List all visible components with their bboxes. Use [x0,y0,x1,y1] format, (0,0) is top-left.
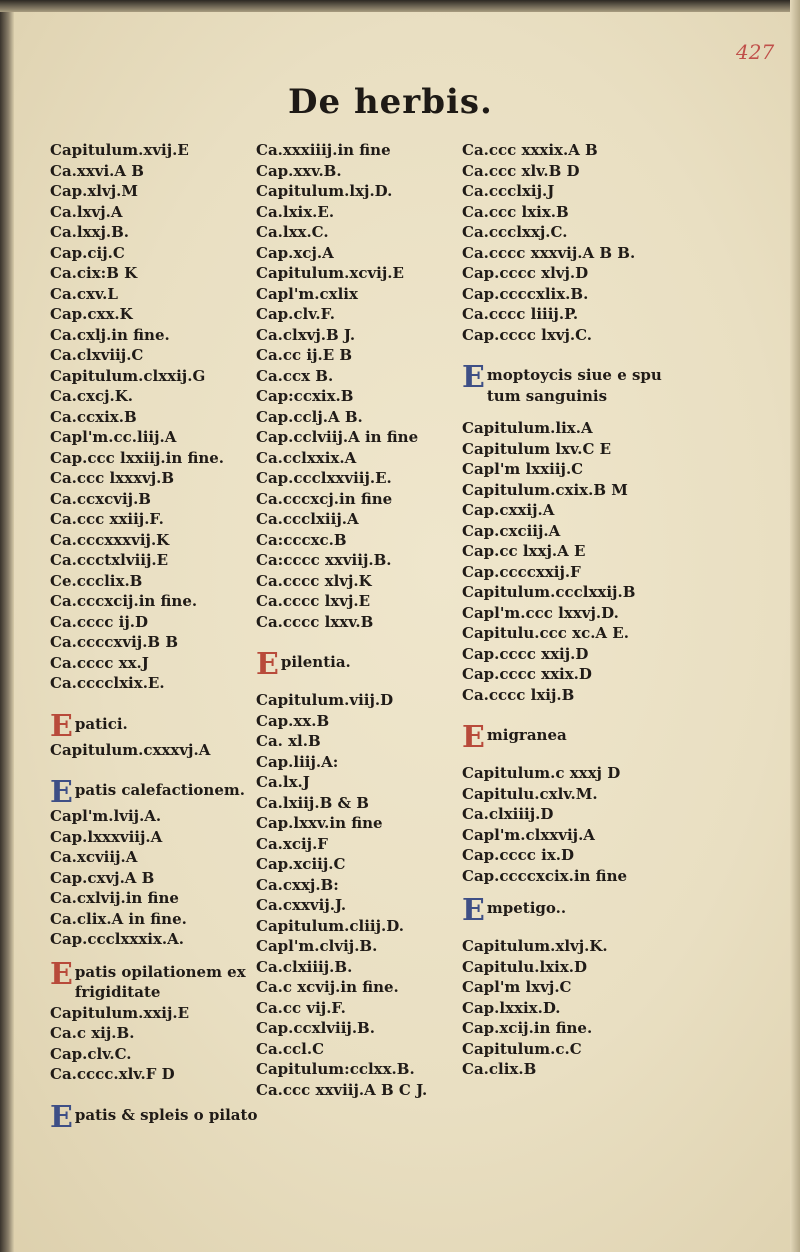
index-entry: Ca.ccclxij.J [462,182,555,200]
index-entry: Ca.ccx B. [256,366,334,385]
section-heading [50,956,260,1003]
index-entry: Ca.clxiiij.D [462,805,554,823]
heading-text: patis calefactionem. [74,781,245,799]
index-entry: Ca.ccxcvij.B [50,489,151,508]
index-entry: Cap.ccclxxxix.A. [50,930,185,948]
index-entry: Capitulu.ccc xc.A E. [462,624,629,642]
index-entry: Ca.cxxj.B: [256,875,339,894]
index-entry: Cap.xciij.C [256,855,346,873]
index-entry: Ca.cccclxix.E. [50,674,165,692]
index-entry: Ca.ccc xxiij.F. [50,510,164,528]
index-entry: Ca.cccc.xlv.F D [50,1065,175,1083]
rubric-initial: E [50,708,73,744]
index-entry: Ca.xxvi.A B [50,161,144,180]
index-entry: Capitulum.cxix.B M [462,480,628,499]
index-entry: Ca. xl.B [256,732,321,750]
index-entry: Ca.cxxvij.J. [256,896,347,914]
index-entry: Capitulum.xlvj.K. [462,937,608,955]
index-entry: Capitulum.xcvij.E [256,264,404,282]
index-entry: Ca.cccxxxvij.K [50,530,170,549]
index-entry: Ca.lxiij.B & B [256,793,369,812]
index-entry: Cap.clv.F. [256,305,335,323]
section-heading [256,647,466,682]
index-entry: Ca.ccxix.B [50,407,137,426]
index-entry: Cap.ccclxxviij.E. [256,469,392,487]
index-entry: Cap.cc lxxj.A E [462,542,586,560]
index-entry: Cap.ccccxcix.in fine [462,866,628,885]
index-entry: Ca.cix:B K [50,264,138,282]
index-entry: Ca.ccc xxviij.A B C J. [256,1080,428,1099]
index-entry: Ca.cccc lxxv.B [256,612,374,631]
index-entry: Ca:cccxc.B [256,530,347,549]
index-entry: Cap.cclviij.A in fine [256,428,419,446]
entry-list [256,690,466,1100]
index-entry: Cap.lxxix.D. [462,998,561,1017]
page-title: De herbis. [288,82,493,122]
index-entry: Cap.xxv.B. [256,161,342,180]
index-entry: Ca.c xij.B. [50,1024,135,1042]
index-entry: Capl'm lxxiij.C [462,460,584,478]
index-entry: Cap.ccc lxxiij.in fine. [50,448,225,467]
index-entry: Ca.ccctxlviij.E [50,551,169,569]
index-entry: Ca.cccxcij.in fine. [50,592,198,610]
index-entry: Capl'm.lvij.A. [50,807,162,825]
index-entry: Cap.cij.C [50,243,125,262]
index-entry: Ca.cccc xx.J [50,653,149,672]
index-entry: Cap.cccc xxij.D [462,644,589,663]
index-entry: Cap.cccc ix.D [462,846,574,864]
index-entry: Ca.ccccxvij.B B [50,633,178,651]
index-entry: Capitulum.c xxxj D [462,764,621,782]
index-entry: Ca.ccclxxj.C. [462,223,568,241]
index-entry: Capitulum:cclxx.B. [256,1060,415,1078]
entry-list [462,140,682,345]
index-entry: Cap.lxxv.in fine [256,814,383,832]
index-entry: Capitulum.cxxxvj.A [50,740,211,759]
index-entry: Ca.cccc lxvj.E [256,592,371,610]
index-entry: Ca.lxxj.B. [50,223,130,241]
index-entry: Ca.cc ij.E B [256,346,353,364]
index-entry: Ca.ccclxiij.A [256,510,359,528]
page-top-edge [0,0,800,12]
index-entry: Capitulum lxv.C E [462,439,612,458]
index-entry: Cap.cxxij.A [462,501,555,519]
index-entry: Capitulum.ccclxxij.B [462,583,636,601]
index-entry: Cap.xcj.A [256,243,334,262]
page-binding [0,0,14,1252]
index-entry: Cap.lxxxviij.A [50,827,163,846]
index-entry: Cap.cxciij.A [462,521,561,540]
index-entry: Ca.cccc lxij.B [462,685,575,704]
index-entry: Ca.lx.J [256,773,310,791]
index-column-1 [50,140,260,1135]
index-entry: Cap.clv.C. [50,1044,132,1063]
rubric-initial: E [462,360,485,395]
index-entry: Capl'm.ccc lxxvj.D. [462,603,619,622]
heading-text: pilentia. [280,653,351,671]
index-entry: Ca.cxlj.in fine. [50,325,170,344]
index-column-2 [256,140,466,1100]
index-entry: Ca.cclxxix.A [256,448,357,467]
index-entry: Ca.clxiiij.B. [256,957,353,976]
entry-list [256,140,466,632]
section-heading [462,720,682,755]
index-entry: Capitulum.cliij.D. [256,916,404,935]
heading-text: moptoycis siue e spu tum sanguinis [486,366,662,405]
index-entry: Cap:ccxix.B [256,387,354,405]
index-entry: Ca.clix.A in fine. [50,909,187,928]
rubric-initial: E [50,775,73,810]
index-entry: Cap.ccxlviij.B. [256,1019,375,1037]
entry-list [462,418,682,705]
index-entry: Capitulu.lxix.D [462,957,588,976]
section-heading [462,360,682,406]
index-entry: Ca.cxlvij.in fine [50,889,179,907]
index-entry: Ca.cxcj.K. [50,387,133,405]
index-entry: Ca.xxxiiij.in fine [256,141,391,159]
folio-number: 427 [736,40,775,64]
rubric-initial: E [50,956,73,992]
entry-list [50,140,260,694]
index-entry: Capl'm.clvij.B. [256,937,378,955]
index-entry: Ca.cccc xlvj.K [256,571,372,590]
heading-text: patis opilationem ex frigiditate [74,962,246,1001]
index-entry: Capitulum.viij.D [256,691,394,709]
index-entry: Ca.clxvj.B J. [256,325,356,344]
heading-text: mpetigo.. [486,899,567,917]
index-entry: Cap.cclj.A B. [256,407,363,426]
section-heading [50,775,260,810]
index-entry: Ca.clxviij.C [50,346,144,364]
index-entry: Capl'm.cxlix [256,284,358,303]
section-heading [462,893,682,928]
index-entry: Capitulum.c.C [462,1039,582,1058]
index-entry: Cap.xcij.in fine. [462,1019,593,1037]
index-entry: Ca.cccc ij.D [50,612,148,631]
index-entry: Ca.ccc xlv.B D [462,161,580,180]
page-right-edge [790,0,800,1252]
index-entry: Capl'm.cc.liij.A [50,428,177,446]
index-entry: Cap.cccc xlvj.D [462,264,589,282]
index-entry: Ca.cccc liiij.P. [462,305,579,323]
section-heading [50,708,260,744]
rubric-initial: E [462,720,485,755]
entry-list [462,763,682,886]
index-entry: Cap.ccccxlix.B. [462,284,589,303]
index-column-3 [462,140,682,1080]
index-entry: Cap.cccc xxix.D [462,665,592,683]
entry-list [50,740,260,761]
section-heading [50,1099,260,1135]
index-entry: Ca.cccc xxxvij.A B B. [462,243,636,262]
index-entry: Ca.ccc lxix.B [462,202,569,221]
index-entry: Capitulum.lix.A [462,419,593,437]
index-entry: Cap.cccc lxvj.C. [462,325,593,344]
index-entry: Ca.cc vij.F. [256,998,346,1017]
index-entry: Capitulum.xxij.E [50,1003,190,1022]
index-entry: Ca.cccxcj.in fine [256,489,393,508]
rubric-initial: E [462,893,485,928]
entry-list [462,936,682,1080]
index-entry: Ca.ccc lxxxvj.B [50,469,175,487]
index-entry: Ca.clix.B [462,1060,537,1078]
index-entry: Capl'm.clxxvij.A [462,825,595,844]
index-entry: Cap.ccccxxij.F [462,562,581,581]
index-entry: Capitulum.lxj.D. [256,182,393,200]
index-entry: Ca.lxx.C. [256,223,329,241]
entry-list [50,1003,260,1085]
index-entry: Cap.cxx.K [50,305,133,323]
index-entry: Ce.ccclix.B [50,571,143,590]
index-entry: Ca.c xcvij.in fine. [256,978,399,996]
heading-text: patis & spleis o pilato [74,1105,258,1124]
index-entry: Capitulum.clxxij.G [50,366,206,385]
index-entry: Cap.xlvj.M [50,182,138,200]
index-entry: Ca.ccc xxxix.A B [462,141,598,159]
index-entry: Cap.cxvj.A B [50,868,155,887]
entry-list [50,806,260,950]
rubric-initial: E [50,1099,73,1135]
heading-text: migranea [486,726,567,744]
rubric-initial: E [256,647,279,682]
index-entry: Capitulu.cxlv.M. [462,784,598,803]
index-entry: Ca:cccc xxviij.B. [256,551,392,569]
index-entry: Ca.xcij.F [256,834,328,853]
index-entry: Cap.xx.B [256,711,330,730]
index-entry: Capitulum.xvij.E [50,141,189,159]
index-entry: Ca.cxv.L [50,284,118,303]
heading-text: patici. [74,714,128,733]
index-entry: Cap.liij.A: [256,752,339,771]
index-entry: Ca.lxix.E. [256,202,335,221]
index-entry: Ca.ccl.C [256,1039,325,1058]
index-entry: Ca.xcviij.A [50,848,138,866]
index-entry: Ca.lxvj.A [50,202,123,221]
index-entry: Capl'm lxvj.C [462,978,572,996]
